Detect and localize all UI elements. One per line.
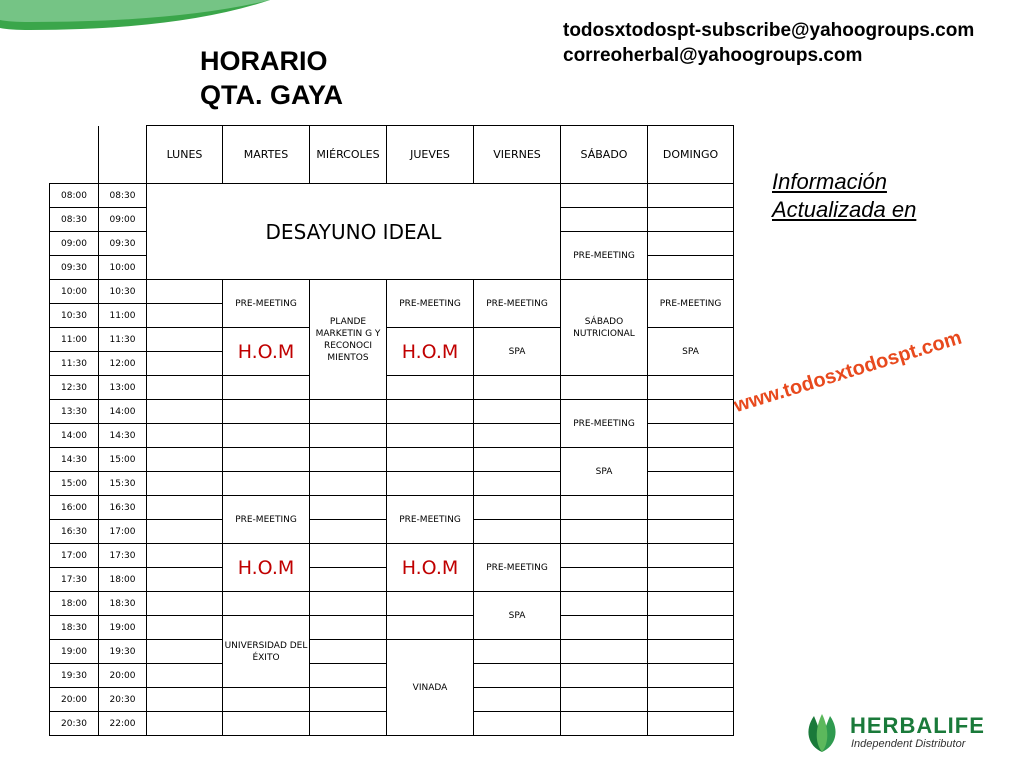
empty-cell [310, 712, 387, 736]
table-row [50, 400, 734, 424]
empty-cell [648, 472, 734, 496]
empty-cell [561, 568, 648, 592]
empty-cell [648, 712, 734, 736]
title-line1: HORARIO [200, 46, 328, 76]
empty-cell [147, 712, 223, 736]
brand-name: HERBALIFE [850, 713, 985, 738]
empty-cell [310, 616, 387, 640]
time-end: 19:30 [99, 640, 147, 664]
event-pre-meeting-jueves: PRE-MEETING [387, 280, 474, 328]
empty-cell [147, 544, 223, 568]
event-plan-marketing: PLANDE MARKETIN G Y RECONOCI MIENTOS [310, 280, 387, 400]
time-start: 08:00 [50, 184, 99, 208]
empty-cell [387, 592, 474, 616]
empty-cell [648, 664, 734, 688]
empty-cell [310, 664, 387, 688]
email-list [563, 18, 974, 68]
empty-cell [561, 544, 648, 568]
corner-cell [50, 126, 99, 184]
empty-cell [310, 448, 387, 472]
empty-cell [310, 400, 387, 424]
empty-cell [474, 712, 561, 736]
time-end: 08:30 [99, 184, 147, 208]
empty-cell [648, 568, 734, 592]
empty-cell [147, 400, 223, 424]
event-pre-meeting-viernes: PRE-MEETING [474, 280, 561, 328]
empty-cell [147, 592, 223, 616]
time-start: 09:30 [50, 256, 99, 280]
time-start: 20:00 [50, 688, 99, 712]
empty-cell [387, 400, 474, 424]
empty-cell [561, 496, 648, 520]
empty-cell [474, 664, 561, 688]
day-header-lunes: LUNES [147, 126, 223, 184]
empty-cell [223, 472, 310, 496]
empty-cell [561, 712, 648, 736]
time-start: 11:30 [50, 352, 99, 376]
time-end: 14:00 [99, 400, 147, 424]
time-end: 14:30 [99, 424, 147, 448]
empty-cell [387, 616, 474, 640]
time-start: 19:00 [50, 640, 99, 664]
empty-cell [474, 424, 561, 448]
empty-cell [648, 184, 734, 208]
empty-cell [147, 352, 223, 376]
empty-cell [561, 184, 648, 208]
time-start: 15:00 [50, 472, 99, 496]
empty-cell [648, 400, 734, 424]
empty-cell [223, 400, 310, 424]
event-hom-martes: H.O.M [223, 328, 310, 376]
time-start: 12:30 [50, 376, 99, 400]
table-row [50, 544, 734, 568]
time-end: 18:00 [99, 568, 147, 592]
day-header-sabado: SÁBADO [561, 126, 648, 184]
event-pre-meeting-viernes-tarde: PRE-MEETING [474, 544, 561, 592]
empty-cell [474, 376, 561, 400]
empty-cell [561, 688, 648, 712]
empty-cell [147, 424, 223, 448]
table-row [50, 280, 734, 304]
event-spa-viernes: SPA [474, 328, 561, 376]
corner-cell [99, 126, 147, 184]
event-hom-jueves: H.O.M [387, 328, 474, 376]
empty-cell [310, 688, 387, 712]
empty-cell [310, 472, 387, 496]
event-desayuno-ideal: DESAYUNO IDEAL [147, 184, 561, 280]
empty-cell [147, 376, 223, 400]
empty-cell [648, 640, 734, 664]
empty-cell [648, 448, 734, 472]
event-hom-jueves-tarde: H.O.M [387, 544, 474, 592]
green-swoosh-decoration [0, 0, 280, 40]
website-link[interactable]: www.todosxtodospt.com [731, 326, 965, 418]
time-start: 17:30 [50, 568, 99, 592]
empty-cell [223, 712, 310, 736]
empty-cell [648, 520, 734, 544]
empty-cell [223, 376, 310, 400]
time-start: 20:30 [50, 712, 99, 736]
empty-cell [310, 520, 387, 544]
empty-cell [474, 520, 561, 544]
info-line2: Actualizada en [772, 197, 917, 222]
empty-cell [310, 544, 387, 568]
event-pre-meeting-sabado: PRE-MEETING [561, 232, 648, 280]
time-end: 11:00 [99, 304, 147, 328]
empty-cell [147, 568, 223, 592]
event-sabado-nutricional: SÁBADO NUTRICIONAL [561, 280, 648, 376]
time-end: 13:00 [99, 376, 147, 400]
empty-cell [648, 376, 734, 400]
time-end: 15:00 [99, 448, 147, 472]
info-note [772, 168, 916, 224]
empty-cell [561, 664, 648, 688]
page-title [200, 44, 343, 112]
time-end: 09:30 [99, 232, 147, 256]
time-start: 11:00 [50, 328, 99, 352]
time-end: 09:00 [99, 208, 147, 232]
day-header-viernes: VIERNES [474, 126, 561, 184]
event-universidad-del-exito: UNIVERSIDAD DEL ÉXITO [223, 616, 310, 688]
table-row [50, 376, 734, 400]
time-start: 18:30 [50, 616, 99, 640]
empty-cell [561, 592, 648, 616]
event-pre-meeting-martes: PRE-MEETING [223, 280, 310, 328]
time-end: 12:00 [99, 352, 147, 376]
title-line2: QTA. GAYA [200, 80, 344, 110]
empty-cell [474, 640, 561, 664]
header-row [50, 126, 734, 184]
info-line1: Información [772, 169, 887, 194]
empty-cell [310, 568, 387, 592]
event-pre-meeting-jueves-tarde: PRE-MEETING [387, 496, 474, 544]
empty-cell [648, 592, 734, 616]
time-end: 10:00 [99, 256, 147, 280]
empty-cell [387, 376, 474, 400]
event-spa-viernes-tarde: SPA [474, 592, 561, 640]
table-row [50, 496, 734, 520]
time-end: 18:30 [99, 592, 147, 616]
empty-cell [561, 208, 648, 232]
empty-cell [147, 664, 223, 688]
time-start: 17:00 [50, 544, 99, 568]
time-end: 17:30 [99, 544, 147, 568]
empty-cell [648, 616, 734, 640]
empty-cell [648, 688, 734, 712]
time-end: 11:30 [99, 328, 147, 352]
event-pre-meeting-sabado-tarde: PRE-MEETING [561, 400, 648, 448]
time-start: 10:00 [50, 280, 99, 304]
empty-cell [648, 208, 734, 232]
empty-cell [147, 688, 223, 712]
schedule-table [49, 125, 734, 736]
empty-cell [387, 424, 474, 448]
empty-cell [310, 640, 387, 664]
empty-cell [310, 592, 387, 616]
time-start: 13:30 [50, 400, 99, 424]
empty-cell [474, 688, 561, 712]
day-header-miercoles: MIÉRCOLES [310, 126, 387, 184]
empty-cell [474, 496, 561, 520]
empty-cell [147, 616, 223, 640]
empty-cell [561, 520, 648, 544]
event-pre-meeting-domingo: PRE-MEETING [648, 280, 734, 328]
empty-cell [561, 376, 648, 400]
email-herbal[interactable]: correoherbal@yahoogroups.com [563, 45, 863, 66]
event-spa-sabado: SPA [561, 448, 648, 496]
empty-cell [147, 472, 223, 496]
table-row [50, 448, 734, 472]
empty-cell [387, 472, 474, 496]
time-start: 19:30 [50, 664, 99, 688]
empty-cell [147, 520, 223, 544]
event-pre-meeting-martes-tarde: PRE-MEETING [223, 496, 310, 544]
time-end: 10:30 [99, 280, 147, 304]
empty-cell [648, 256, 734, 280]
empty-cell [387, 448, 474, 472]
table-row [50, 184, 734, 208]
time-end: 20:30 [99, 688, 147, 712]
time-start: 10:30 [50, 304, 99, 328]
time-start: 14:30 [50, 448, 99, 472]
empty-cell [561, 616, 648, 640]
time-start: 16:30 [50, 520, 99, 544]
empty-cell [648, 496, 734, 520]
time-start: 18:00 [50, 592, 99, 616]
empty-cell [648, 544, 734, 568]
day-header-jueves: JUEVES [387, 126, 474, 184]
time-start: 16:00 [50, 496, 99, 520]
time-end: 17:00 [99, 520, 147, 544]
day-header-martes: MARTES [223, 126, 310, 184]
table-row [50, 640, 734, 664]
day-header-domingo: DOMINGO [648, 126, 734, 184]
table-row [50, 616, 734, 640]
event-spa-domingo: SPA [648, 328, 734, 376]
empty-cell [223, 448, 310, 472]
empty-cell [561, 640, 648, 664]
empty-cell [474, 448, 561, 472]
empty-cell [147, 448, 223, 472]
empty-cell [648, 232, 734, 256]
empty-cell [310, 424, 387, 448]
event-vinada: VINADA [387, 640, 474, 736]
empty-cell [147, 328, 223, 352]
time-start: 09:00 [50, 232, 99, 256]
empty-cell [147, 496, 223, 520]
empty-cell [223, 424, 310, 448]
email-subscribe[interactable]: todosxtodospt-subscribe@yahoogroups.com [563, 20, 975, 41]
empty-cell [223, 688, 310, 712]
empty-cell [310, 496, 387, 520]
table-row [50, 592, 734, 616]
empty-cell [147, 280, 223, 304]
time-end: 16:30 [99, 496, 147, 520]
time-start: 14:00 [50, 424, 99, 448]
time-end: 19:00 [99, 616, 147, 640]
empty-cell [147, 304, 223, 328]
event-hom-martes-tarde: H.O.M [223, 544, 310, 592]
time-start: 08:30 [50, 208, 99, 232]
time-end: 20:00 [99, 664, 147, 688]
empty-cell [474, 472, 561, 496]
time-end: 15:30 [99, 472, 147, 496]
herbalife-leaf-icon [800, 712, 844, 754]
empty-cell [648, 424, 734, 448]
empty-cell [474, 400, 561, 424]
empty-cell [147, 640, 223, 664]
brand-subtitle: Independent Distributor [851, 738, 966, 750]
time-end: 22:00 [99, 712, 147, 736]
empty-cell [223, 592, 310, 616]
